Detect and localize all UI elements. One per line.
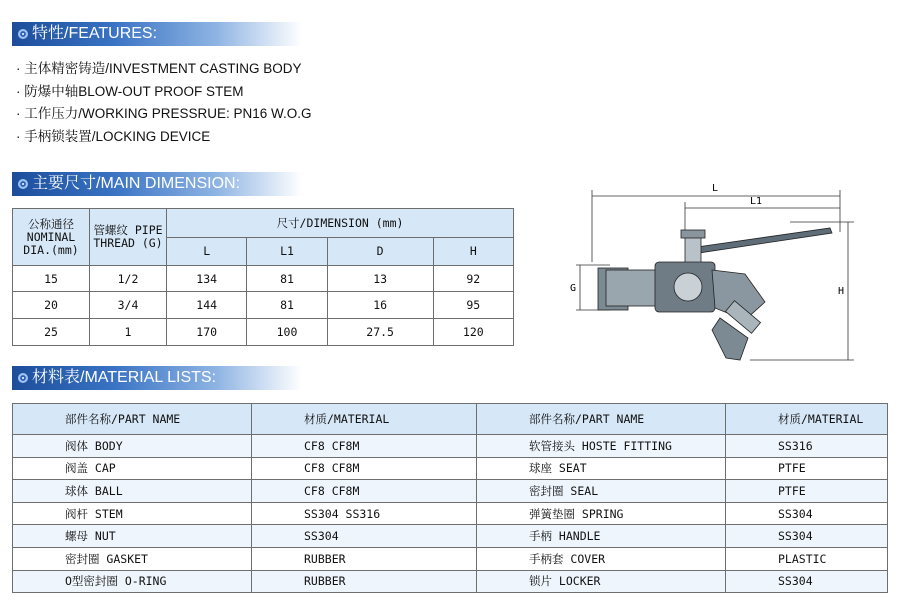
dimension-group-header: 尺寸/DIMENSION (mm)	[167, 209, 514, 238]
cell: 27.5	[327, 319, 433, 346]
materials-table	[12, 403, 888, 593]
table-row	[13, 266, 514, 292]
cell: PTFE	[726, 480, 888, 503]
features-list	[16, 58, 312, 148]
material-header: 材质/MATERIAL	[252, 404, 477, 435]
cell: SS316	[726, 435, 888, 458]
cell: CF8 CF8M	[252, 480, 477, 503]
cell: 螺母 NUT	[13, 525, 252, 548]
cell: 16	[327, 292, 433, 319]
cell: RUBBER	[252, 547, 477, 570]
cell: 球体 BALL	[13, 480, 252, 503]
valve-body-shape	[598, 262, 765, 360]
cell: PLASTIC	[726, 547, 888, 570]
cell: 170	[167, 319, 247, 346]
cell: 3/4	[90, 292, 167, 319]
cell: 100	[247, 319, 327, 346]
valve-drawing	[540, 170, 860, 380]
cell: SS304 SS316	[252, 502, 477, 525]
cell: CF8 CF8M	[252, 435, 477, 458]
cell: 手柄套 COVER	[477, 547, 726, 570]
materials-header	[12, 366, 302, 390]
nominal-header: 公称通径 NOMINAL DIA.(mm)	[13, 209, 90, 266]
table-row	[13, 292, 514, 319]
cell: 81	[247, 292, 327, 319]
cell: CF8 CF8M	[252, 457, 477, 480]
cell: 弹簧垫圈 SPRING	[477, 502, 726, 525]
table-row	[13, 319, 514, 346]
material-header: 材质/MATERIAL	[726, 404, 888, 435]
feature-item: · 主体精密铸造/INVESTMENT CASTING BODY	[16, 61, 302, 76]
cell: SS304	[726, 570, 888, 593]
table-row	[13, 570, 888, 593]
features-title: 特性/FEATURES:	[32, 25, 158, 42]
bullet-circle-icon	[18, 179, 28, 189]
table-row	[13, 457, 888, 480]
cell: 1/2	[90, 266, 167, 292]
label-h: H	[838, 286, 845, 297]
cell: SS304	[252, 525, 477, 548]
label-l1: L1	[750, 196, 763, 207]
cell: O型密封圈 O-RING	[13, 570, 252, 593]
cell: 球座 SEAT	[477, 457, 726, 480]
cell: 144	[167, 292, 247, 319]
feature-item: · 手柄锁装置/LOCKING DEVICE	[16, 128, 211, 144]
col-header-d: D	[327, 238, 433, 266]
label-g: G	[570, 283, 577, 294]
cell: 1	[90, 319, 167, 346]
bullet-circle-icon	[18, 29, 28, 39]
cell: RUBBER	[252, 570, 477, 593]
materials-title: 材料表/MATERIAL LISTS:	[32, 369, 217, 386]
cell: 锁片 LOCKER	[477, 570, 726, 593]
cell: 134	[167, 266, 247, 292]
table-row	[13, 480, 888, 503]
cell: 13	[327, 266, 433, 292]
table-row	[13, 525, 888, 548]
cell: SS304	[726, 525, 888, 548]
features-header	[12, 22, 302, 46]
cell: 手柄 HANDLE	[477, 525, 726, 548]
cell: PTFE	[726, 457, 888, 480]
cell: 15	[13, 266, 90, 292]
cell: 25	[13, 319, 90, 346]
part-name-header: 部件名称/PART NAME	[13, 404, 252, 435]
col-header-l1: L1	[247, 238, 327, 266]
feature-item: · 防爆中轴BLOW-OUT PROOF STEM	[16, 83, 244, 99]
part-name-header: 部件名称/PART NAME	[477, 404, 726, 435]
cell: 阀杆 STEM	[13, 502, 252, 525]
table-row	[13, 435, 888, 458]
cell: 20	[13, 292, 90, 319]
cell: 81	[247, 266, 327, 292]
cell: 阀盖 CAP	[13, 457, 252, 480]
cell: 密封圈 GASKET	[13, 547, 252, 570]
cell: 120	[433, 319, 513, 346]
col-header-l: L	[167, 238, 247, 266]
bullet-circle-icon	[18, 373, 28, 383]
table-row	[13, 502, 888, 525]
feature-item: · 工作压力/WORKING PRESSRUE: PN16 W.O.G	[16, 106, 312, 121]
dimension-table	[12, 208, 514, 346]
label-l: L	[712, 183, 719, 194]
dimension-header	[12, 172, 302, 196]
cell: 软管接头 HOSTE FITTING	[477, 435, 726, 458]
col-header-h: H	[433, 238, 513, 266]
dimension-title: 主要尺寸/MAIN DIMENSION:	[32, 175, 241, 192]
pipe-header: 管螺纹 PIPE THREAD (G)	[90, 209, 167, 266]
table-row	[13, 547, 888, 570]
cell: 密封圈 SEAL	[477, 480, 726, 503]
cell: SS304	[726, 502, 888, 525]
handle-shape	[681, 228, 832, 264]
cell: 阀体 BODY	[13, 435, 252, 458]
cell: 92	[433, 266, 513, 292]
cell: 95	[433, 292, 513, 319]
